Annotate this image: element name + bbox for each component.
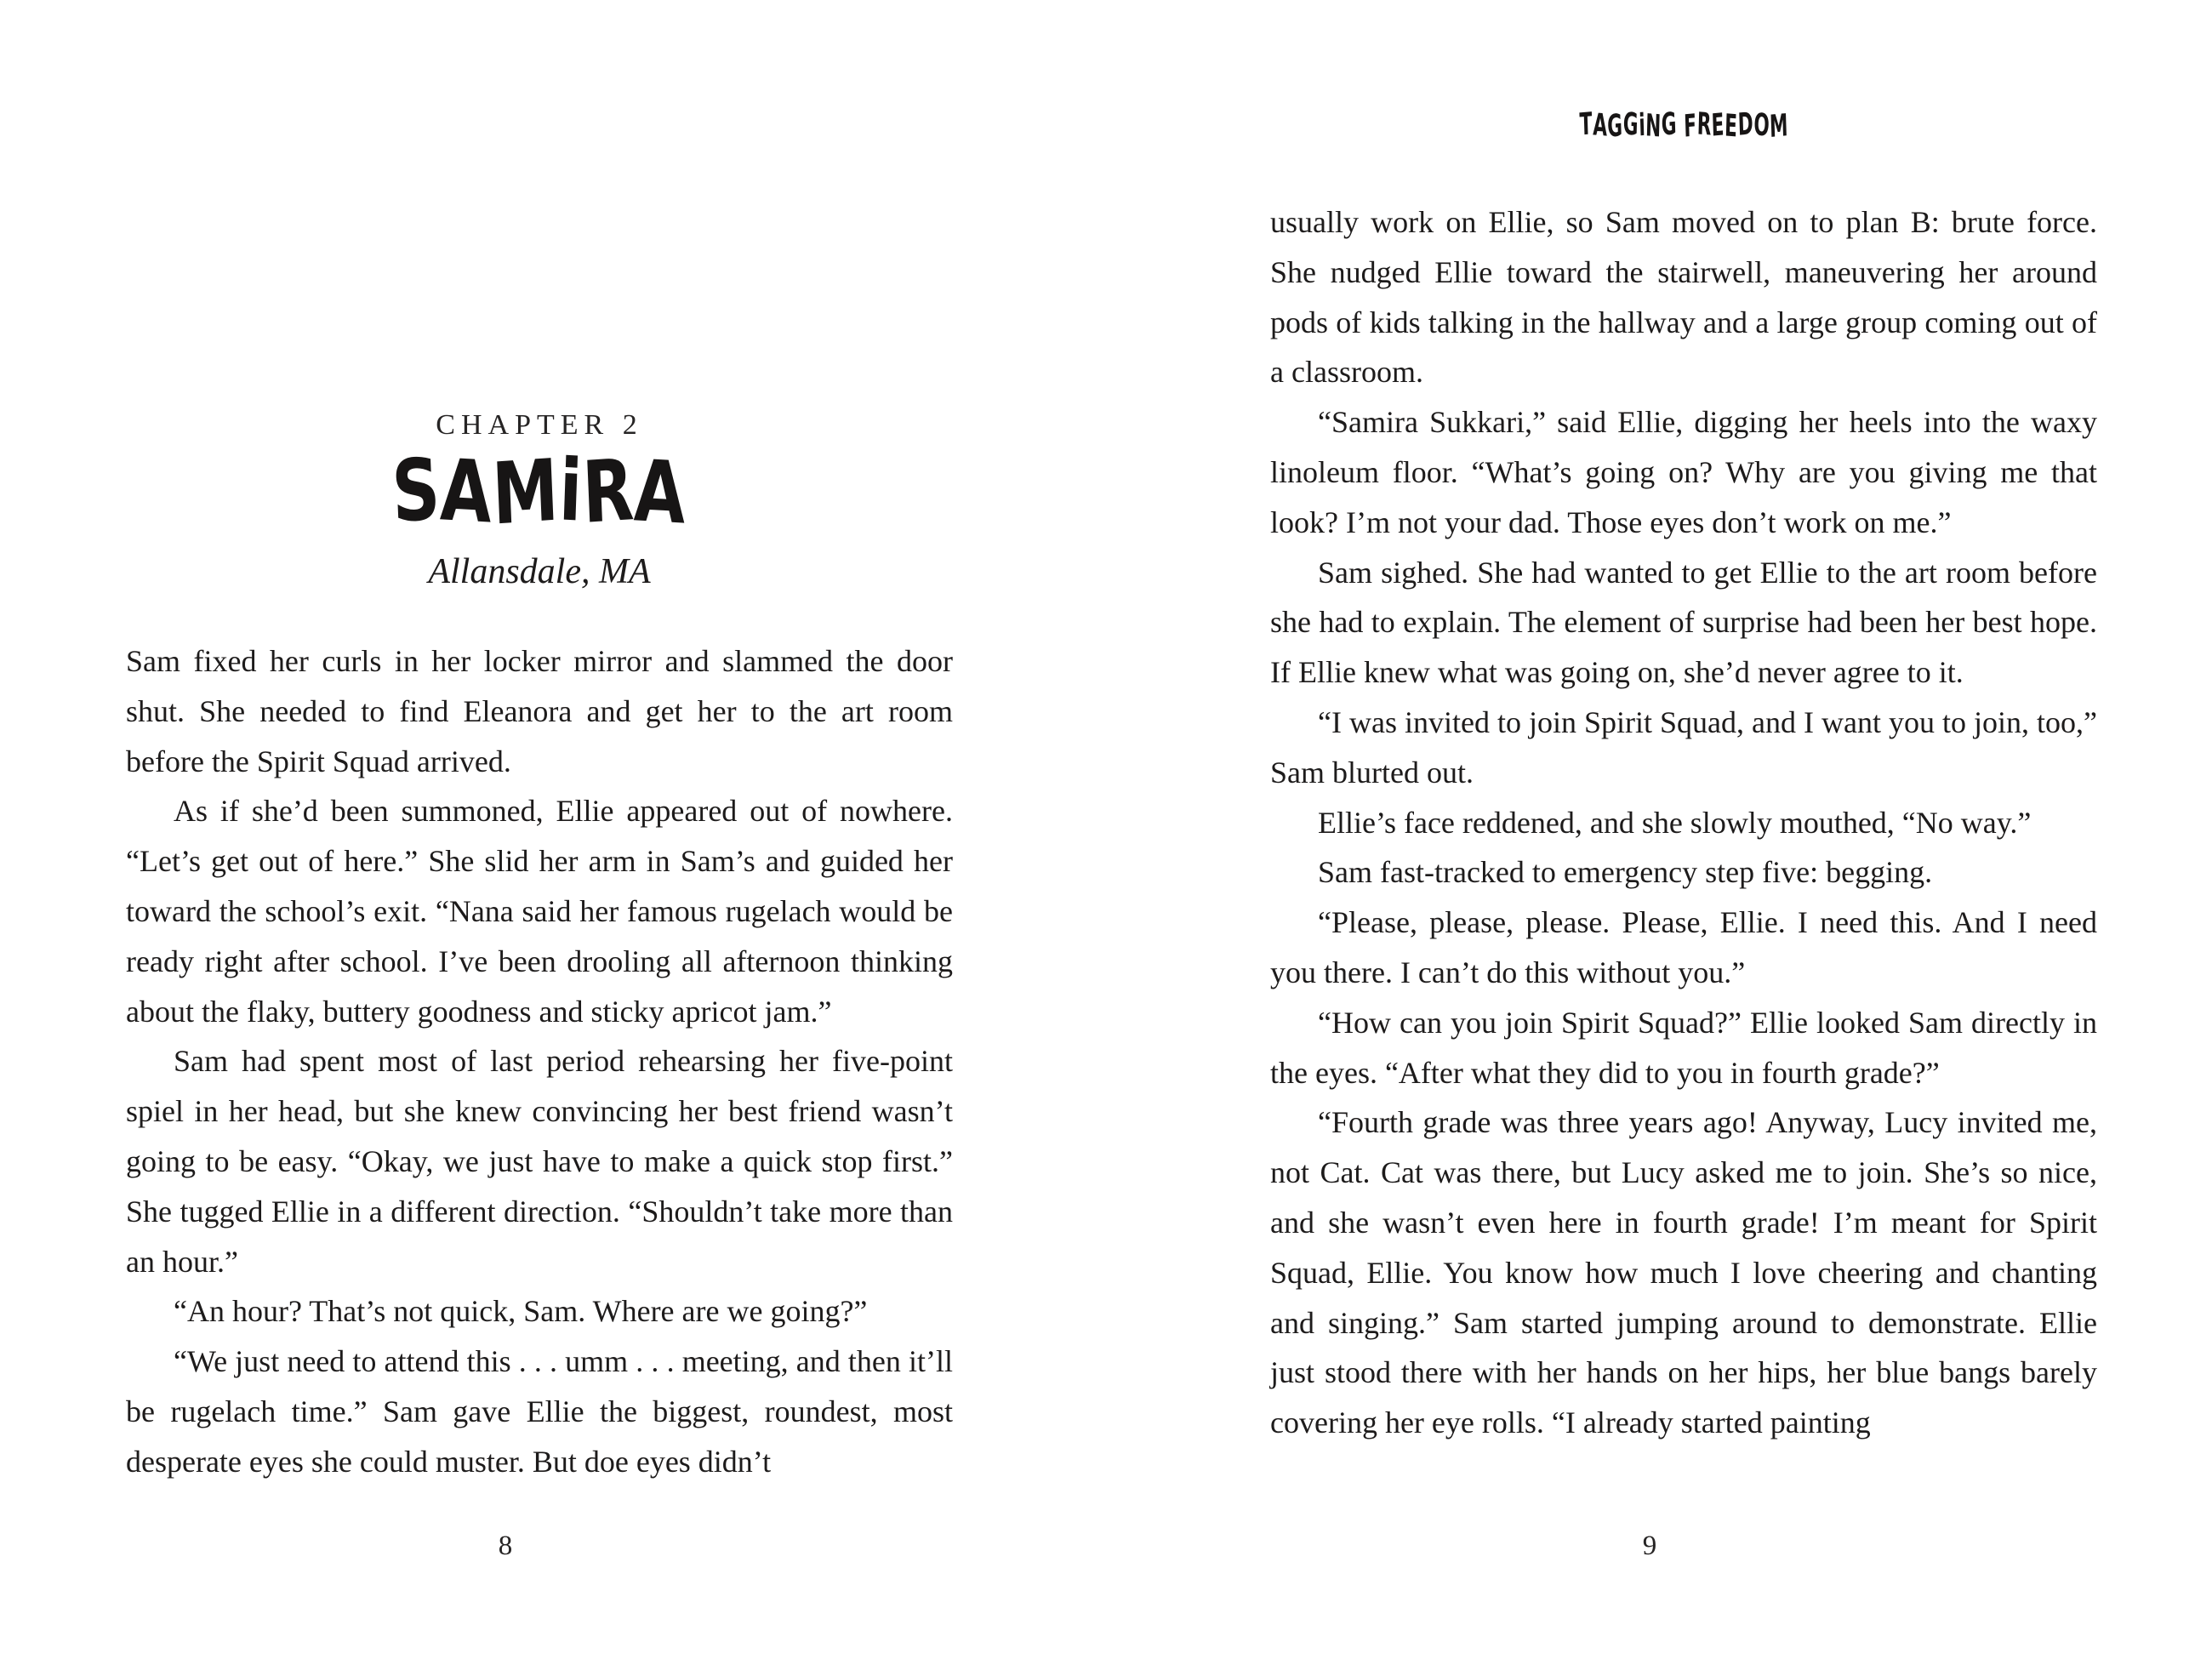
paragraph: “Please, please, please. Please, Ellie. I need this. And I need you there. I can’t do this without you.”	[1270, 905, 2097, 989]
paragraph: “Samira Sukkari,” said Ellie, digging her heels into the waxy linoleum floor. “What’s going on? Why are you giving me that look? I’m not your dad. Those eyes don’t work on me.”	[1270, 405, 2097, 539]
paragraph: usually work on Ellie, so Sam moved on to plan B: brute force. She nudged Ellie toward the stairwell, maneuvering her around pods of kids talking in the hallway and a large group coming out of a classroom.	[1270, 205, 2097, 390]
page-number-left: 8	[498, 1531, 513, 1561]
paragraph: “We just need to attend this . . . umm . . . meeting, and then it’ll be rugelach time.” Sam gave Ellie the biggest, roundest, most desperate eyes she could muster. But doe eyes didn’t	[126, 1344, 953, 1479]
page-right	[1270, 0, 2097, 1659]
paragraph: As if she’d been summoned, Ellie appeared out of nowhere. “Let’s get out of here.” She slid her arm in Sam’s and guided her toward the school’s exit. “Nana said her famous rugelach would be ready right after school. I’ve been drooling all afternoon thinking about the flaky, buttery goodness and sticky apricot jam.”	[126, 794, 953, 1029]
paragraph: “I was invited to join Spirit Squad, and I want you to join, too,” Sam blurted out.	[1270, 704, 2097, 790]
paragraph: Sam fast-tracked to emergency step five: begging.	[1318, 855, 1933, 890]
paragraph: Ellie’s face reddened, and she slowly mouthed, “No way.”	[1318, 805, 2032, 840]
paragraph: Sam fixed her curls in her locker mirror and slammed the door shut. She needed to find Eleanora and get her to the art room before the Spirit Squad arrived.	[126, 644, 953, 778]
paragraph: “An hour? That’s not quick, Sam. Where are we going?”	[174, 1294, 868, 1329]
paragraph: Sam had spent most of last period rehearsing her five-point spiel in her head, but she knew convincing her best friend wasn’t going to be easy. “Okay, we just have to make a quick stop first.” She tugged Ellie in a different direction. “Shouldn’t take more than an hour.”	[126, 1044, 953, 1279]
left-page-body-text	[126, 636, 953, 1487]
chapter-label: CHAPTER 2	[436, 409, 643, 441]
running-header: TAGGiNG FREEDOM	[1578, 106, 1789, 145]
paragraph: Sam sighed. She had wanted to get Ellie to the art room before she had to explain. The element of surprise had been her best hope. If Ellie knew what was going on, she’d never agree to it.	[1270, 555, 2097, 690]
paragraph: “How can you join Spirit Squad?” Ellie looked Sam directly in the eyes. “After what they did to you in fourth grade?”	[1270, 1005, 2097, 1090]
right-page-body-text	[1270, 197, 2097, 1448]
chapter-subtitle: Allansdale, MA	[428, 552, 651, 591]
page-number-right: 9	[1642, 1531, 1657, 1561]
page-left	[126, 0, 953, 1659]
paragraph: “Fourth grade was three years ago! Anyway, Lucy invited me, not Cat. Cat was there, but Lucy asked me to join. She’s so nice, and she wasn’t even here in fourth grade! I’m meant for Spirit Squad, Ellie. You know how much I love cheering and chanting and singing.” Sam started jumping around to demonstrate. Ellie just stood there with her hands on her hips, her blue bangs barely covering her eye rolls. “I already started painting	[1270, 1105, 2097, 1440]
chapter-title: SAMiRA	[390, 439, 688, 544]
